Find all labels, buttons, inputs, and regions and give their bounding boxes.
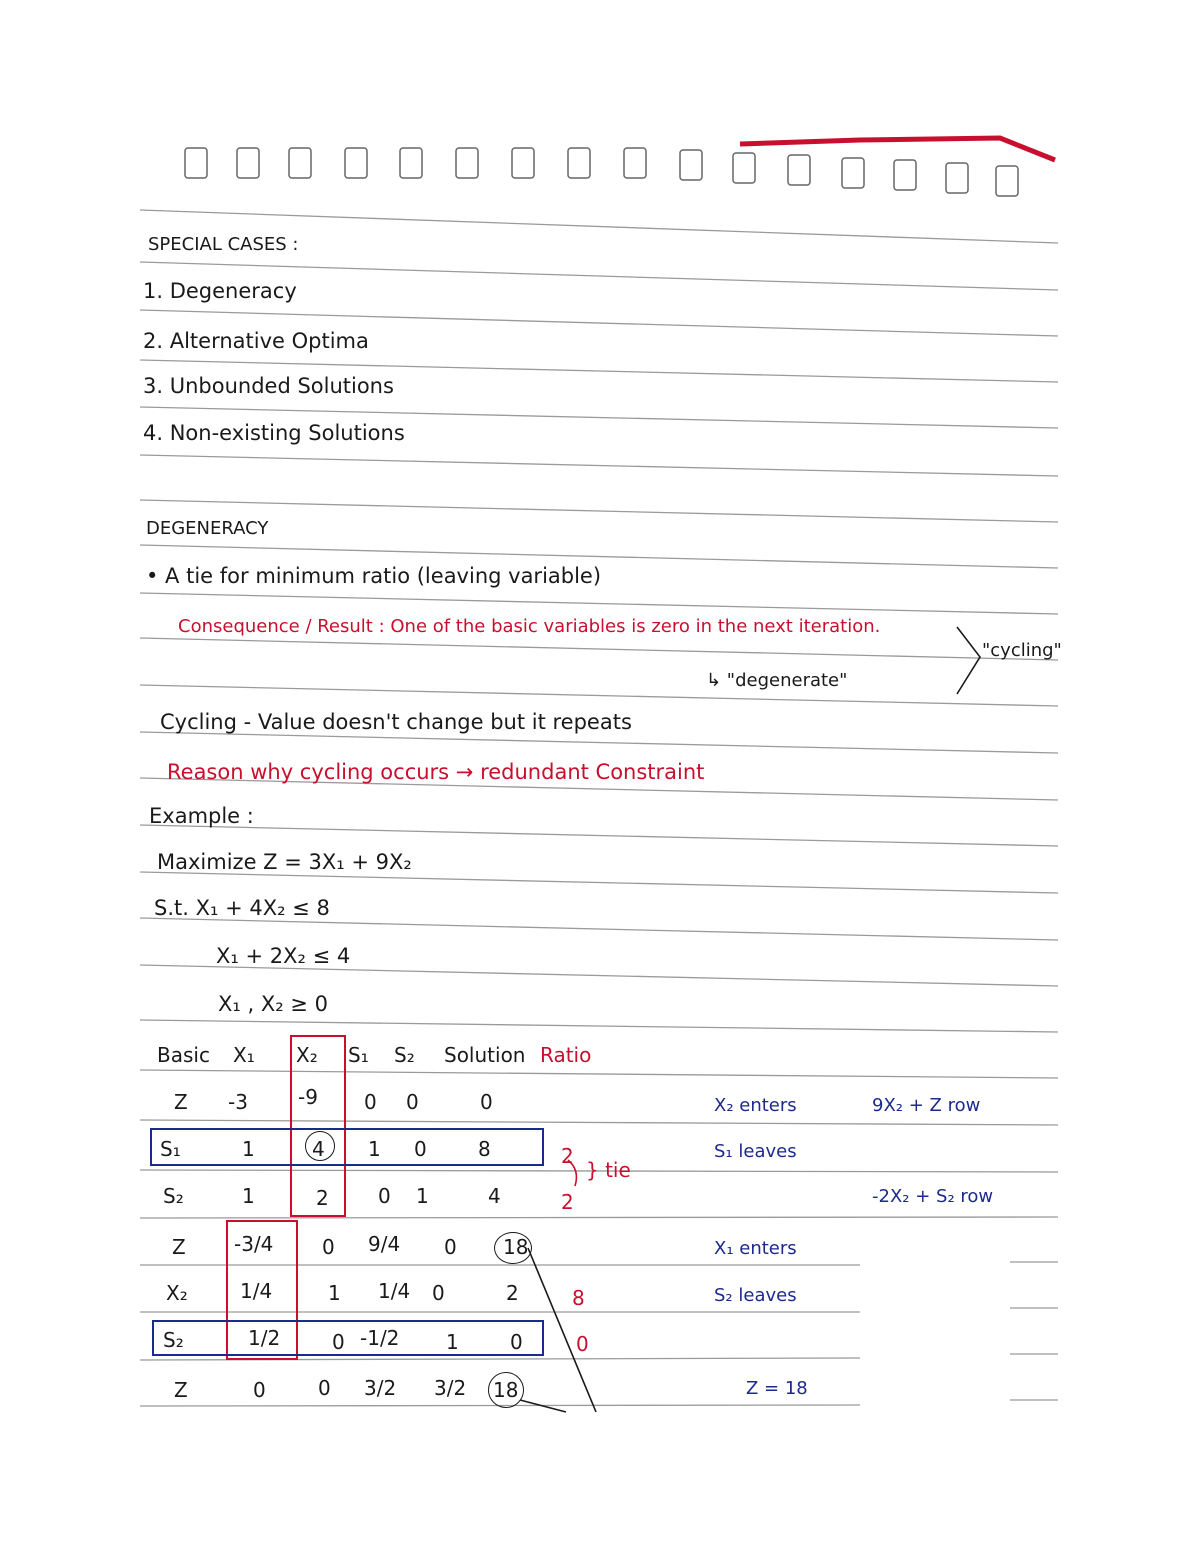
it3-row1-x1: 0 (253, 1378, 266, 1402)
it1-row3-basic: S₂ (163, 1184, 184, 1208)
it1-row1-x2: -9 (298, 1085, 318, 1109)
example-nonnegativity: X₁ , X₂ ≥ 0 (218, 992, 328, 1016)
degeneracy-bullet: • A tie for minimum ratio (leaving variable) (146, 564, 602, 588)
header-s2: S₂ (394, 1043, 415, 1067)
header-x2: X₂ (296, 1043, 318, 1067)
it2-row2-x1: 1/4 (240, 1279, 273, 1303)
it3-row1-s2: 3/2 (434, 1376, 467, 1400)
note-z-final: Z = 18 (746, 1378, 808, 1399)
it2-row2-solution: 2 (506, 1281, 519, 1305)
it2-row1-solution: 18 (503, 1235, 529, 1259)
it1-row1-solution: 0 (480, 1090, 493, 1114)
special-cases-heading: SPECIAL CASES : (148, 234, 299, 255)
it1-row2-x2: 4 (312, 1137, 325, 1161)
it2-row1-s1: 9/4 (368, 1232, 401, 1256)
it1-row3-x2: 2 (316, 1186, 329, 1210)
it1-row2-x1: 1 (242, 1137, 255, 1161)
note-row-op-1: 9X₂ + Z row (872, 1095, 981, 1116)
special-case-item-2: 2. Alternative Optima (143, 329, 369, 353)
it1-row2-s1: 1 (368, 1137, 381, 1161)
it1-row3-s2: 1 (416, 1184, 429, 1208)
it2-row2-basic: X₂ (166, 1281, 188, 1305)
special-case-item-4: 4. Non-existing Solutions (143, 421, 405, 445)
it1-row1-basic: Z (174, 1090, 188, 1114)
it2-row3-x1: 1/2 (248, 1326, 281, 1350)
it1-row1-s2: 0 (406, 1090, 419, 1114)
note-x1-enters: X₁ enters (714, 1238, 797, 1259)
example-objective: Maximize Z = 3X₁ + 9X₂ (157, 850, 412, 874)
it3-row1-basic: Z (174, 1378, 188, 1402)
it2-row1-x2-s2: 0 (444, 1235, 457, 1259)
it1-row3-ratio: 2 (561, 1190, 574, 1214)
it1-row3-x1: 1 (242, 1184, 255, 1208)
degeneracy-heading: DEGENERACY (146, 518, 269, 539)
degeneracy-consequence: Consequence / Result : One of the basic variables is zero in the next iteration. (178, 616, 881, 637)
example-constraint-2: X₁ + 2X₂ ≤ 4 (216, 944, 351, 968)
it2-row3-solution: 0 (510, 1330, 523, 1354)
special-case-item-1: 1. Degeneracy (143, 279, 297, 303)
it1-row3-s1: 0 (378, 1184, 391, 1208)
example-constraint-1: S.t. X₁ + 4X₂ ≤ 8 (154, 896, 330, 920)
example-label: Example : (149, 804, 254, 828)
it2-row2-s2: 0 (432, 1281, 445, 1305)
header-s1: S₁ (348, 1043, 369, 1067)
it1-row1-x1: -3 (228, 1090, 248, 1114)
it1-row3-solution: 4 (488, 1184, 501, 1208)
it2-row3-s2: 1 (446, 1330, 459, 1354)
degenerate-note: ↳ "degenerate" (706, 670, 848, 691)
it2-row3-basic: S₂ (163, 1328, 184, 1352)
it3-row1-s1: 3/2 (364, 1376, 397, 1400)
it1-row2-s2: 0 (414, 1137, 427, 1161)
it2-row3-s1: -1/2 (360, 1326, 400, 1350)
it2-row1-basic: Z (172, 1235, 186, 1259)
note-s1-leaves: S₁ leaves (714, 1141, 797, 1162)
special-case-item-3: 3. Unbounded Solutions (143, 374, 394, 398)
it3-row1-solution: 18 (493, 1378, 519, 1402)
cycling-definition: Cycling - Value doesn't change but it repeats (160, 710, 632, 734)
it1-row1-s1: 0 (364, 1090, 377, 1114)
it2-row1-x1: -3/4 (234, 1232, 274, 1256)
note-x2-enters: X₂ enters (714, 1095, 797, 1116)
note-row-op-2: -2X₂ + S₂ row (872, 1186, 994, 1207)
tie-label: } tie (586, 1158, 631, 1182)
it1-row2-solution: 8 (478, 1137, 491, 1161)
it2-row1-x2: 0 (322, 1235, 335, 1259)
it1-row2-basic: S₁ (160, 1137, 181, 1161)
header-basic: Basic (157, 1043, 210, 1067)
cycling-label: "cycling" (982, 640, 1062, 661)
cycling-reason: Reason why cycling occurs → redundant Constraint (167, 760, 705, 784)
it2-row2-x2: 1 (328, 1281, 341, 1305)
it2-row3-ratio: 0 (576, 1332, 589, 1356)
it3-row1-x2: 0 (318, 1376, 331, 1400)
it2-row2-s1: 1/4 (378, 1279, 411, 1303)
it2-row2-ratio: 8 (572, 1286, 585, 1310)
it1-row2-ratio: 2 (561, 1144, 574, 1168)
it2-row3-x2: 0 (332, 1330, 345, 1354)
note-s2-leaves: S₂ leaves (714, 1285, 797, 1306)
header-solution: Solution (444, 1043, 526, 1067)
header-ratio: Ratio (540, 1043, 592, 1067)
header-x1: X₁ (233, 1043, 255, 1067)
